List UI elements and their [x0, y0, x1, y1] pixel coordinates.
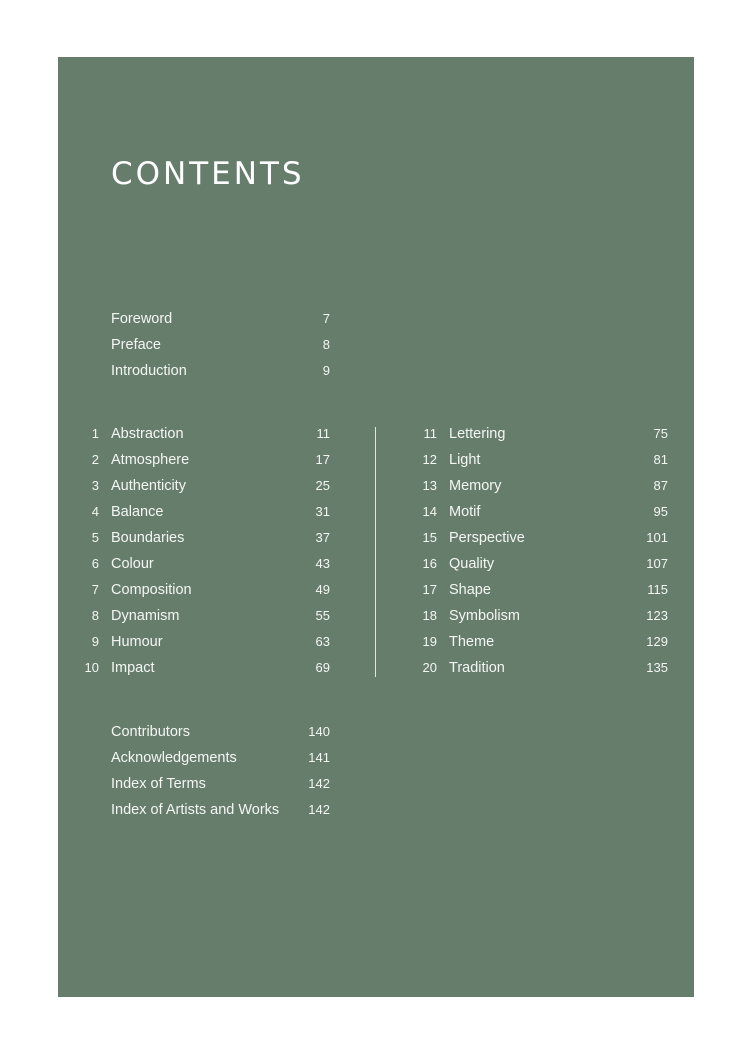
- toc-entry-label: Foreword: [111, 311, 173, 327]
- chapter-number: 4: [91, 504, 99, 519]
- toc-entry-label: Shape: [449, 582, 491, 598]
- toc-entry-label: Introduction: [111, 363, 187, 379]
- toc-entry[interactable]: [422, 525, 668, 551]
- toc-entry[interactable]: [422, 447, 668, 473]
- toc-page-number: 75: [653, 426, 668, 441]
- toc-entry[interactable]: [91, 551, 330, 577]
- toc-page-number: 63: [315, 634, 330, 649]
- toc-entry-label: Quality: [449, 556, 495, 572]
- toc-entry[interactable]: [111, 771, 330, 797]
- column-divider: [375, 427, 376, 677]
- toc-entry[interactable]: [422, 629, 668, 655]
- toc-entry[interactable]: [91, 499, 330, 525]
- toc-entry-label: Lettering: [449, 426, 506, 442]
- toc-page-number: 43: [315, 556, 330, 571]
- toc-page-number: 55: [315, 608, 330, 623]
- chapter-number: 10: [84, 660, 99, 675]
- toc-entry-label: Symbolism: [449, 608, 520, 624]
- chapter-number: 2: [91, 452, 99, 467]
- toc-page-number: 81: [653, 452, 668, 467]
- toc-page-number: 31: [315, 504, 330, 519]
- toc-page-number: 25: [315, 478, 330, 493]
- chapter-number: 20: [422, 660, 437, 675]
- chapter-number: 8: [91, 608, 99, 623]
- toc-page-number: 7: [322, 311, 330, 326]
- chapter-number: 13: [422, 478, 437, 493]
- chapter-number: 11: [423, 426, 437, 441]
- toc-page-number: 140: [308, 724, 330, 739]
- toc-entry-label: Humour: [111, 634, 163, 650]
- toc-entry-label: Preface: [111, 337, 161, 353]
- front-matter-list: [111, 306, 330, 384]
- chapter-number: 7: [91, 582, 99, 597]
- toc-entry[interactable]: [111, 332, 330, 358]
- toc-page-number: 107: [646, 556, 668, 571]
- toc-page-number: 95: [653, 504, 668, 519]
- toc-entry-label: Composition: [111, 582, 192, 598]
- toc-page-number: 142: [308, 802, 330, 817]
- toc-entry[interactable]: [423, 421, 668, 447]
- toc-entry[interactable]: [422, 577, 668, 603]
- toc-entry-label: Boundaries: [111, 530, 185, 546]
- toc-entry-label: Authenticity: [111, 478, 186, 494]
- page-title: CONTENTS: [111, 156, 305, 192]
- toc-page-number: 123: [646, 608, 668, 623]
- toc-entry-label: Light: [449, 452, 481, 468]
- toc-entry-label: Impact: [111, 660, 155, 676]
- toc-entry[interactable]: [422, 655, 668, 681]
- toc-entry[interactable]: [91, 603, 330, 629]
- chapter-number: 3: [91, 478, 99, 493]
- toc-entry[interactable]: [422, 473, 668, 499]
- toc-page-number: 8: [322, 337, 330, 352]
- toc-entry-label: Memory: [449, 478, 502, 494]
- toc-entry[interactable]: [111, 797, 330, 823]
- toc-entry[interactable]: [84, 655, 330, 681]
- chapter-number: 18: [422, 608, 437, 623]
- toc-entry[interactable]: [91, 473, 330, 499]
- chapter-number: 14: [422, 504, 437, 519]
- toc-entry-label: Contributors: [111, 724, 190, 740]
- toc-page-number: 135: [646, 660, 668, 675]
- toc-page-number: 49: [315, 582, 330, 597]
- chapter-number: 9: [91, 634, 99, 649]
- toc-entry[interactable]: [111, 745, 330, 771]
- toc-entry[interactable]: [422, 551, 668, 577]
- toc-page-number: 115: [647, 582, 668, 597]
- toc-page-number: 11: [316, 426, 330, 441]
- toc-page-number: 142: [308, 776, 330, 791]
- toc-entry[interactable]: [111, 719, 330, 745]
- toc-page-number: 17: [315, 452, 330, 467]
- toc-entry[interactable]: [91, 577, 330, 603]
- chapter-number: 1: [91, 426, 99, 441]
- toc-entry-label: Motif: [449, 504, 481, 520]
- chapter-number: 19: [422, 634, 437, 649]
- back-matter-list: [111, 719, 330, 823]
- toc-entry-label: Acknowledgements: [111, 750, 237, 766]
- toc-entry[interactable]: [111, 306, 330, 332]
- chapter-number: 5: [91, 530, 99, 545]
- chapter-number: 6: [91, 556, 99, 571]
- chapter-number: 15: [422, 530, 437, 545]
- toc-entry-label: Atmosphere: [111, 452, 190, 468]
- toc-page-number: 129: [646, 634, 668, 649]
- chapter-number: 17: [422, 582, 437, 597]
- toc-entry-label: Tradition: [449, 660, 505, 676]
- toc-entry[interactable]: [111, 358, 330, 384]
- toc-entry-label: Abstraction: [111, 426, 184, 442]
- toc-entry-label: Perspective: [449, 530, 525, 546]
- toc-page-number: 101: [646, 530, 668, 545]
- toc-entry-label: Balance: [111, 504, 164, 520]
- toc-entry[interactable]: [91, 447, 330, 473]
- toc-page-number: 37: [315, 530, 330, 545]
- toc-page-number: 87: [653, 478, 668, 493]
- toc-entry[interactable]: [91, 421, 330, 447]
- chapter-number: 12: [422, 452, 437, 467]
- toc-entry[interactable]: [422, 499, 668, 525]
- chapters-left-list: [84, 421, 330, 681]
- toc-entry-label: Dynamism: [111, 608, 180, 624]
- toc-page-number: 141: [308, 750, 330, 765]
- toc-entry[interactable]: [422, 603, 668, 629]
- chapter-number: 16: [422, 556, 437, 571]
- toc-entry-label: Index of Artists and Works: [111, 802, 280, 818]
- toc-page-number: 9: [322, 363, 330, 378]
- toc-entry-label: Theme: [449, 634, 495, 650]
- toc-entry[interactable]: [91, 629, 330, 655]
- toc-entry-label: Colour: [111, 556, 154, 572]
- toc-page-number: 69: [315, 660, 330, 675]
- toc-entry[interactable]: [91, 525, 330, 551]
- chapters-right-list: [422, 421, 668, 681]
- toc-entry-label: Index of Terms: [111, 776, 206, 792]
